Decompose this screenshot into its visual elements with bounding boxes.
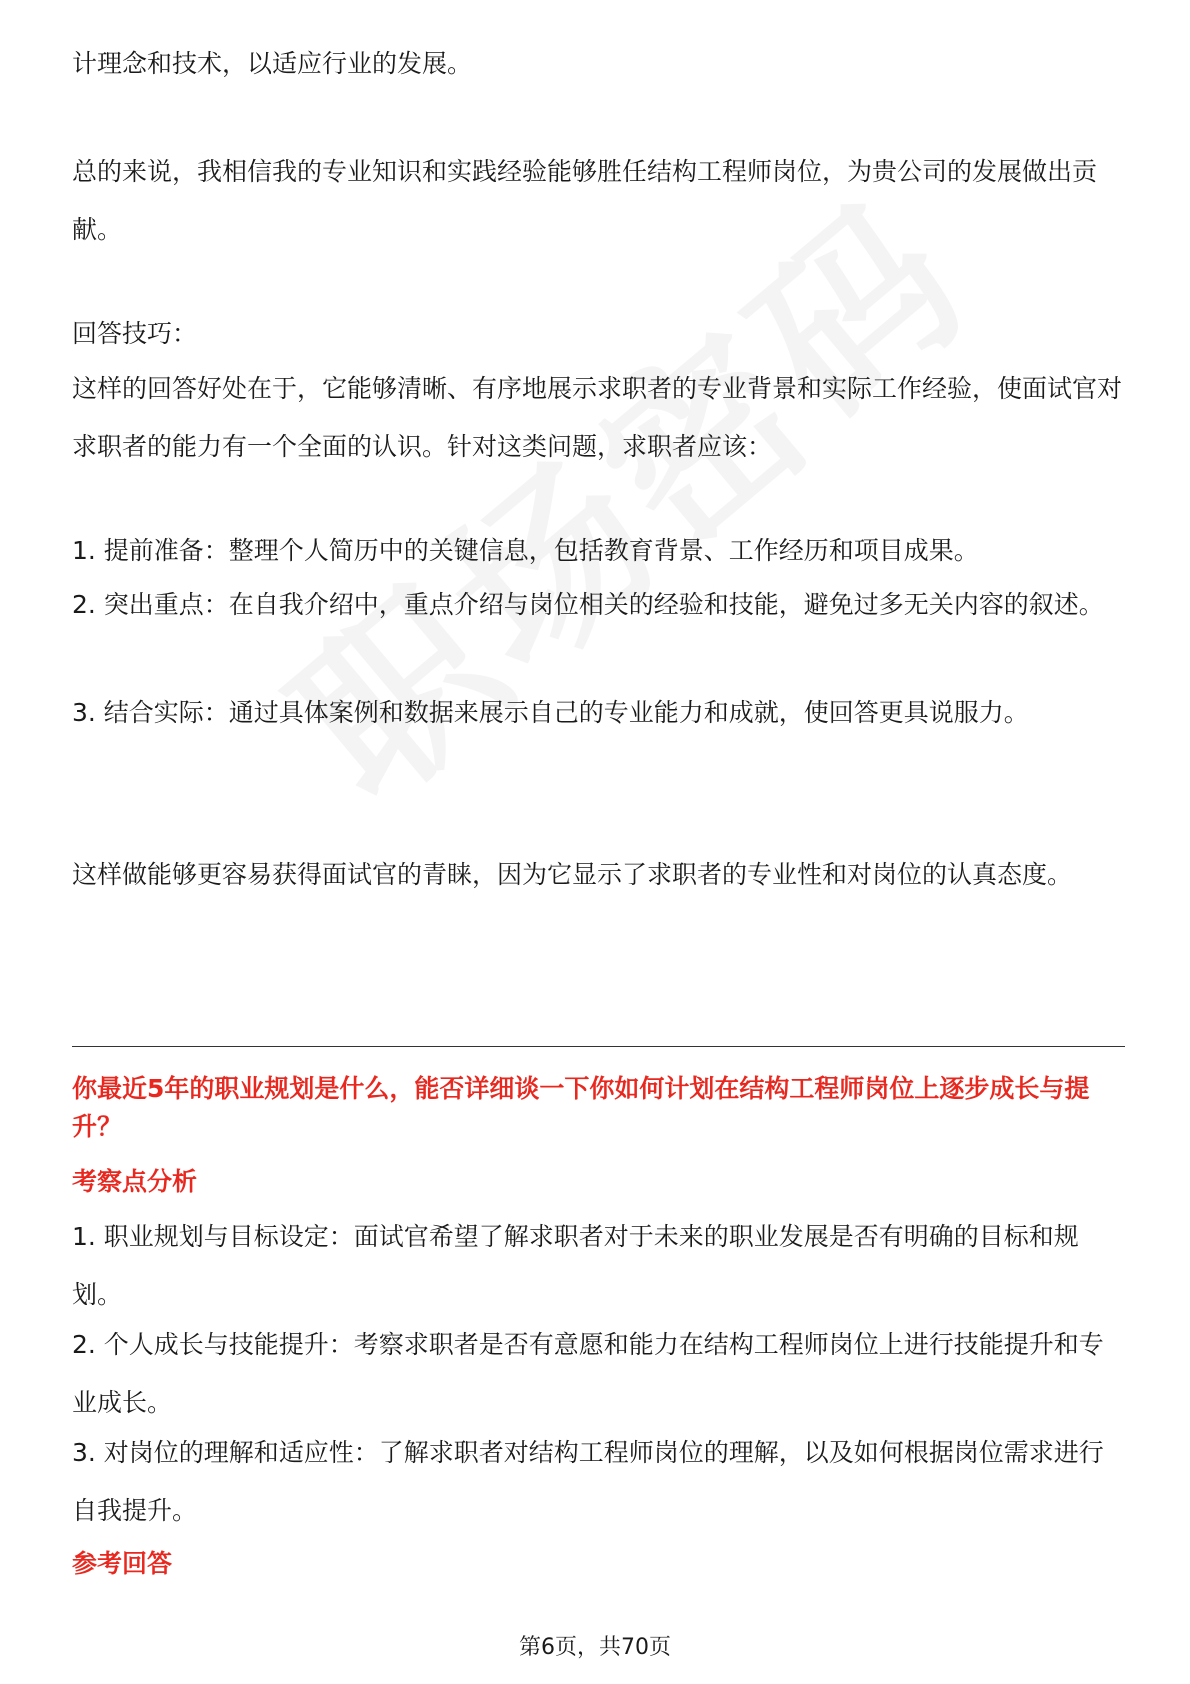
analysis-item-1: 1. 职业规划与目标设定：面试官希望了解求职者对于未来的职业发展是否有明确的目标和规划。	[72, 1222, 1079, 1309]
tip-item-3: 3. 结合实际：通过具体案例和数据来展示自己的专业能力和成就，使回答更具说服力。	[72, 698, 1029, 727]
reference-heading: 参考回答	[72, 1549, 173, 1578]
page-number: 第6页，共70页	[519, 1635, 671, 1660]
paragraph-tips-intro: 这样的回答好处在于，它能够清晰、有序地展示求职者的专业背景和实际工作经验，使面试官对求职者的能力有一个全面的认识。针对这类问题，求职者应该：	[72, 374, 1123, 461]
analysis-item-2: 2. 个人成长与技能提升：考察求职者是否有意愿和能力在结构工程师岗位上进行技能提升和专业成长。	[72, 1330, 1104, 1417]
answer-tips-label: 回答技巧：	[72, 319, 198, 348]
tip-item-1: 1. 提前准备：整理个人简历中的关键信息，包括教育背景、工作经历和项目成果。	[72, 536, 979, 565]
analysis-heading: 考察点分析	[72, 1167, 198, 1196]
question-title: 你最近5年的职业规划是什么，能否详细谈一下你如何计划在结构工程师岗位上逐步成长与提升？	[72, 1074, 1090, 1141]
analysis-item-3: 3. 对岗位的理解和适应性：了解求职者对结构工程师岗位的理解，以及如何根据岗位需求进行自我提升。	[72, 1438, 1104, 1525]
paragraph-conclusion: 这样做能够更容易获得面试官的青睐，因为它显示了求职者的专业性和对岗位的认真态度。	[72, 860, 1073, 889]
tip-item-2: 2. 突出重点：在自我介绍中，重点介绍与岗位相关的经验和技能，避免过多无关内容的叙述。	[72, 590, 1104, 619]
section-divider	[72, 1046, 1125, 1047]
paragraph-continuation: 计理念和技术，以适应行业的发展。	[72, 49, 473, 78]
paragraph-summary: 总的来说，我相信我的专业知识和实践经验能够胜任结构工程师岗位，为贵公司的发展做出贡献。	[72, 157, 1098, 244]
